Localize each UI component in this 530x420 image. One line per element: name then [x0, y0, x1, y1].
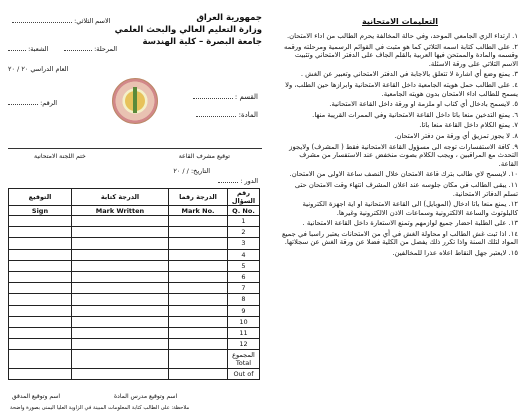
- instructions-page: [274, 8, 526, 412]
- col-mark-no-ar: الدرجة رقما: [169, 189, 228, 206]
- booklet-cover-page: [4, 8, 266, 412]
- date-value: / / ٢٠: [173, 167, 189, 175]
- instruction-item: ١٢. يمنع منعا باتا ادخال (الموبايل) الى القاعة الامتحانية او اية اجهزة الكترونية كالبلوتوث والساعة الالكترونية وسماعات الاذن الالكترونية وغيرها.: [302, 200, 518, 217]
- cell-mark-written[interactable]: [72, 305, 169, 316]
- instruction-item: ١٣. على الطلبة احضار جميع لوازمهم وتمنع الاستعارة داخل القاعة الامتحانية .: [302, 219, 518, 228]
- instruction-item: ٤. على الطالب حمل هويته الجامعية داخل القاعة الامتحانية وابرازها حين الطلب، ولا يسمح للطالب اداء الامتحان بدون هويته الجامعية.: [285, 80, 518, 98]
- cell-mark-written[interactable]: [72, 216, 169, 227]
- total-ar: المجموع: [232, 351, 255, 360]
- cell-mark-written[interactable]: [72, 294, 169, 305]
- table-header-ar: [9, 189, 260, 206]
- cell-sign[interactable]: [9, 216, 72, 227]
- cell-question-number: 10: [228, 316, 260, 327]
- header-country: جمهورية العراق: [196, 13, 262, 23]
- instruction-item: ٢. على الطالب كتابة اسمه الثلاثي كما هو مثبت في القوائم الرسمية ومرحلته ورقمه وقسمه والمادة والممتحن فيها العربية بالقلم الجاف على الدفتر الامتحاني وتثبيت الاسم الثلاثي على ورقة الاسئلة.: [283, 42, 518, 68]
- year-label: العام الدراسي: [30, 65, 69, 73]
- col-sign-en: Sign: [9, 206, 72, 216]
- cell-out-of: Out of: [228, 369, 260, 380]
- cell-mark-no[interactable]: [169, 271, 228, 282]
- cell-mark-no[interactable]: [169, 260, 228, 271]
- cell-mark-no[interactable]: [169, 350, 228, 369]
- cell-sign[interactable]: [9, 350, 72, 369]
- cell-mark-written[interactable]: [72, 260, 169, 271]
- total-en: Total: [235, 359, 252, 368]
- cell-question-number: 6: [228, 271, 260, 282]
- cell-mark-no[interactable]: [169, 238, 228, 249]
- department-label: القسم :: [234, 93, 258, 101]
- number-label: الرقم:: [40, 99, 58, 107]
- subject-label: المادة:: [238, 111, 258, 119]
- instruction-item: ٨. لا يجوز تمزيق أي ورقة من دفتر الامتحان.: [394, 131, 518, 140]
- committee-stamp-label: ختم اللجنة الامتحانية: [34, 153, 86, 160]
- cell-mark-written[interactable]: [72, 238, 169, 249]
- table-row: [9, 283, 260, 294]
- university-emblem-logo: [112, 78, 158, 124]
- cell-mark-no[interactable]: [169, 305, 228, 316]
- col-mark-written-en: Mark Written: [72, 206, 169, 216]
- col-sign-ar: التوقيع: [9, 189, 72, 206]
- cell-sign: [9, 369, 72, 380]
- cell-question-number: 5: [228, 260, 260, 271]
- cell-mark-no[interactable]: [169, 216, 228, 227]
- cell-mark-written: [72, 369, 169, 380]
- cell-mark-written[interactable]: [72, 316, 169, 327]
- table-row: [9, 260, 260, 271]
- col-qno-ar: رقم السؤال: [228, 189, 260, 206]
- cell-question-number: 8: [228, 294, 260, 305]
- round-label: الدور :: [240, 177, 258, 185]
- cell-mark-no[interactable]: [169, 227, 228, 238]
- instruction-item: ٣. يمنع وضع أي اشارة لا تتعلق بالاجابة في الدفتر الامتحاني وتعبير عن الغش .: [300, 70, 518, 79]
- cell-mark-no[interactable]: [169, 294, 228, 305]
- instruction-item: ٩. كافة الاستفسارات توجه الى مسؤول القاعة الامتحانية فقط ( المشرف) ولايجوز التحدث مع المراقبين ، ويجب الكلام بصوت منخفض عند الاستفسار من مشرف القاعة.: [289, 142, 518, 168]
- cell-mark-no[interactable]: [169, 339, 228, 350]
- table-row-total: [9, 350, 260, 369]
- cell-question-number: 11: [228, 327, 260, 338]
- cell-sign[interactable]: [9, 316, 72, 327]
- instruction-item: ١١. يبقى الطالب في مكان جلوسه عند اعلان المشرف انتهاء وقت الامتحان حتى تسلم الدفاتر الامتحانية.: [294, 180, 518, 198]
- cell-sign[interactable]: [9, 294, 72, 305]
- instruction-item: ١. ارتداء الزي الجامعي الموحد، وفي حالة المخالفة يحرم الطالب من اداء الامتحان.: [286, 32, 518, 40]
- instruction-item: ٦. يمنع التدخين منعا باتا داخل القاعة الامتحانية وفي الممرات القريبة منها.: [312, 110, 518, 119]
- table-row: [9, 294, 260, 305]
- grades-table: [8, 188, 260, 380]
- table-row: [9, 216, 260, 227]
- checker-signature-label: اسم وتوقيع المدقق: [12, 393, 61, 400]
- table-row: [9, 271, 260, 282]
- table-row: [9, 316, 260, 327]
- cell-mark-no[interactable]: [169, 316, 228, 327]
- stage-field[interactable]: [64, 46, 117, 53]
- cell-sign[interactable]: [9, 339, 72, 350]
- section-label: الشعبة:: [28, 45, 49, 53]
- cell-mark-written[interactable]: [72, 227, 169, 238]
- header-ministry: وزارة التعليم العالي والبحث العلمي: [114, 25, 262, 35]
- round-field[interactable]: [218, 178, 258, 185]
- cell-mark-written[interactable]: [72, 339, 169, 350]
- table-row: [9, 327, 260, 338]
- department-field[interactable]: [193, 94, 258, 101]
- table-row: [9, 238, 260, 249]
- table-header-en: [9, 206, 260, 216]
- instruction-item: ١٥. لايعتبر جهل النقاط اعلاه عذرا للمخالفين.: [392, 249, 518, 258]
- emblem-palm-icon: [133, 87, 137, 113]
- cell-sign[interactable]: [9, 271, 72, 282]
- cell-sign[interactable]: [9, 260, 72, 271]
- cell-question-number: 4: [228, 249, 260, 260]
- col-mark-no-en: Mark No.: [169, 206, 228, 216]
- cell-sign[interactable]: [9, 238, 72, 249]
- instruction-item: ١٤. اذا ثبت غش الطالب او محاولة الغش في أي من الامتحانات يعتبر راسبا في جميع المواد لتلك السنة واذا تكرر ذلك يفصل من الكلية فضلا عن ورقة الغش عن سجلاتها.: [282, 229, 518, 247]
- date-field[interactable]: [173, 168, 210, 175]
- cell-sign[interactable]: [9, 283, 72, 294]
- cell-question-number: 9: [228, 305, 260, 316]
- cell-question-number: 7: [228, 283, 260, 294]
- cell-mark-no: [169, 369, 228, 380]
- cell-mark-written[interactable]: [72, 350, 169, 369]
- cell-mark-written[interactable]: [72, 327, 169, 338]
- examiner-signature-label: اسم وتوقيع مدرس المادة: [114, 393, 178, 400]
- table-row: [9, 305, 260, 316]
- cell-mark-no[interactable]: [169, 249, 228, 260]
- cell-sign[interactable]: [9, 249, 72, 260]
- section-field[interactable]: [8, 46, 48, 53]
- table-row: [9, 339, 260, 350]
- number-field[interactable]: [8, 100, 57, 107]
- academic-year: [8, 66, 68, 73]
- cell-total-label: [228, 350, 260, 369]
- instruction-item: ١٠. لايسمح لاي طالب بترك قاعة الامتحان خلال النصف ساعة الاولى من الامتحان.: [289, 170, 518, 179]
- cell-question-number: 3: [228, 238, 260, 249]
- institution-header: [115, 12, 262, 48]
- cell-question-number: 1: [228, 216, 260, 227]
- cell-mark-written[interactable]: [72, 271, 169, 282]
- instructions-list: [282, 32, 518, 260]
- divider: [8, 148, 262, 149]
- cell-question-number: 2: [228, 227, 260, 238]
- cell-mark-written[interactable]: [72, 249, 169, 260]
- cell-question-number: 12: [228, 339, 260, 350]
- table-row-out-of: [9, 369, 260, 380]
- cell-mark-no[interactable]: [169, 327, 228, 338]
- name-label: الاسم الثلاثي:: [74, 17, 111, 25]
- table-row: [9, 249, 260, 260]
- instructions-title: التعليمات الامتحانية: [361, 17, 439, 26]
- header-university: جامعة البصرة – كلية الهندسة: [142, 37, 262, 47]
- cover-note: ملاحظة: على الطالب كتابة المعلومات المبينة في الزاوية العليا اليمنى بصورة واضحة: [10, 405, 190, 411]
- cell-mark-written[interactable]: [72, 283, 169, 294]
- instruction-item: ٧. يمنع الكلام داخل القاعة منعا باتا.: [419, 121, 518, 130]
- col-qno-en: Q. No.: [228, 206, 260, 216]
- cell-sign[interactable]: [9, 305, 72, 316]
- instruction-item: ٥. لايسمح بادخال أي كتاب او ملزمة او ورقة داخل القاعة الامتحانية.: [329, 100, 518, 109]
- col-mark-written-ar: الدرجة كتابة: [72, 189, 169, 206]
- cell-sign[interactable]: [9, 227, 72, 238]
- hall-supervisor-signature: توقيع مشرف القاعة: [178, 153, 230, 160]
- student-name-field[interactable]: [12, 18, 110, 25]
- table-row: [9, 227, 260, 238]
- cell-mark-no[interactable]: [169, 283, 228, 294]
- subject-field[interactable]: [196, 112, 258, 119]
- cell-sign[interactable]: [9, 327, 72, 338]
- stage-label: المرحلة:: [94, 45, 118, 53]
- year-value: ٢٠ / ٢٠: [8, 65, 29, 73]
- date-label: التاريخ:: [190, 167, 210, 175]
